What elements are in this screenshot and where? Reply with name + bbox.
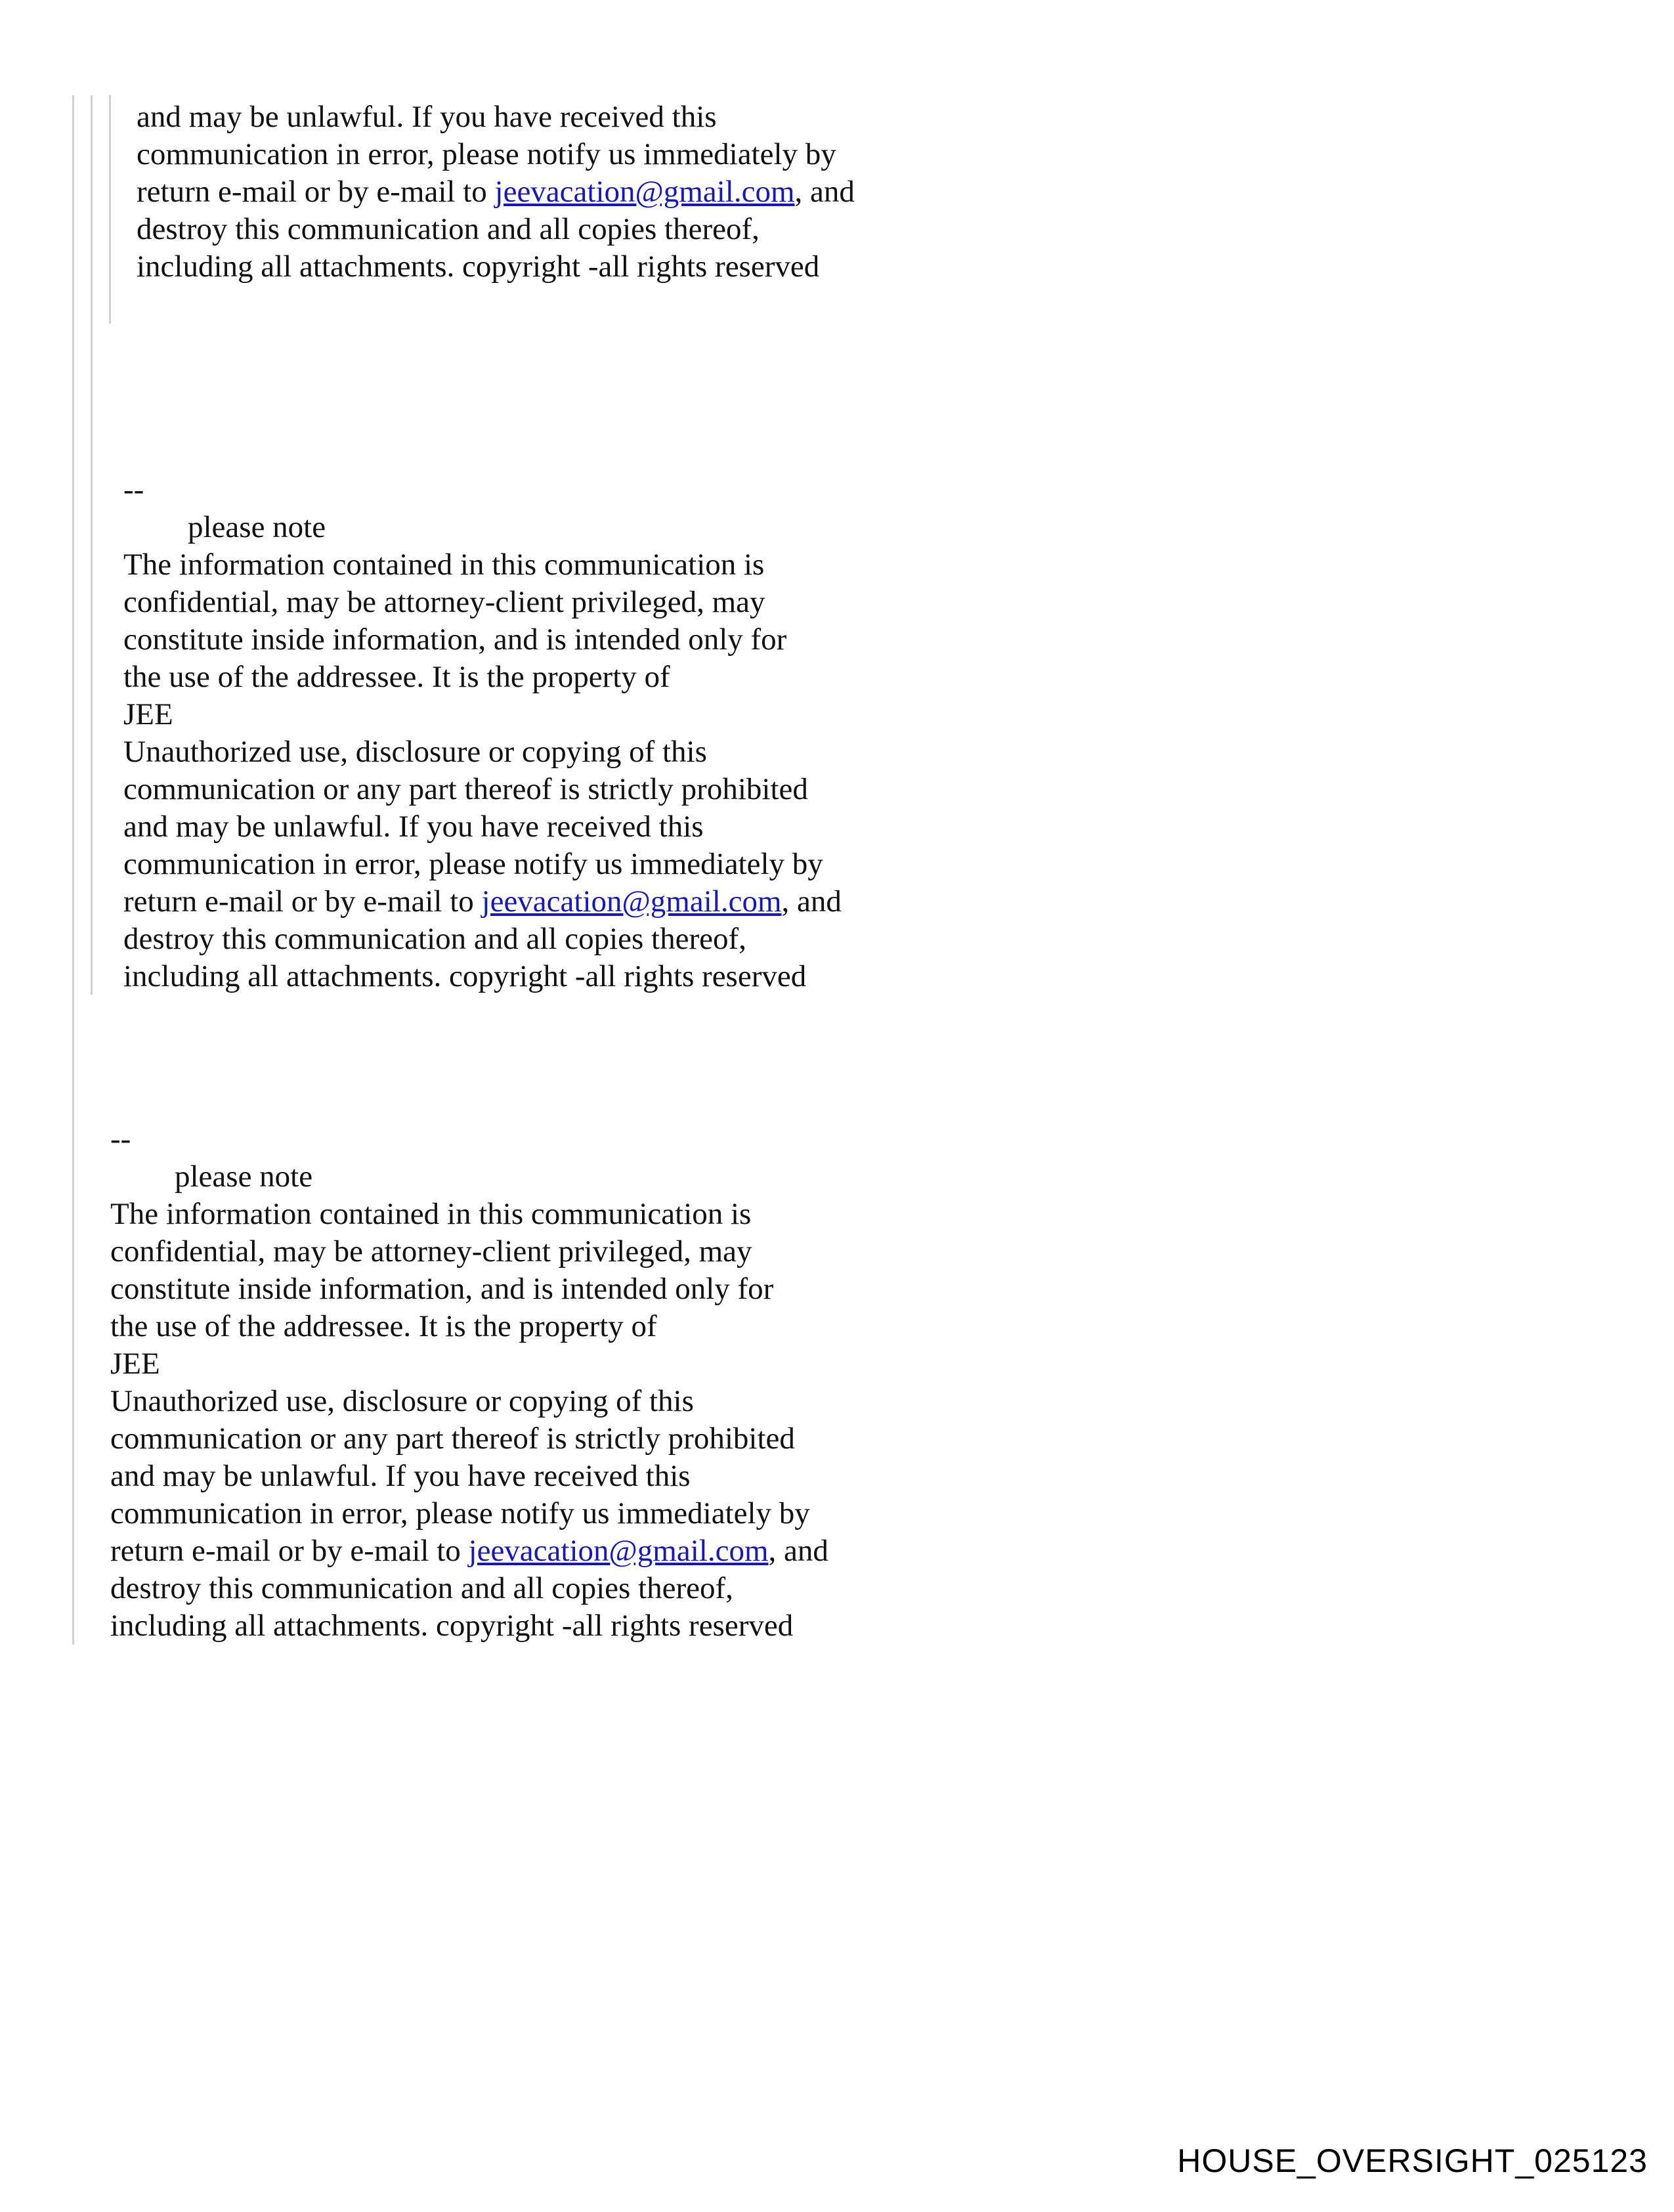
disclaimer-line: The information contained in this communication is (123, 548, 765, 582)
disclaimer-line: communication or any part thereof is strictly prohibited (110, 1421, 795, 1456)
disclaimer-line: the use of the addressee. It is the property of (110, 1309, 657, 1343)
email-prefix: return e-mail or by e-mail to (123, 884, 482, 919)
email-suffix: , and (768, 1534, 828, 1568)
disclaimer-email-line (137, 173, 855, 211)
disclaimer-line: JEE (123, 697, 173, 731)
disclaimer-line: and may be unlawful. If you have received this (110, 1459, 691, 1493)
disclaimer-line: and may be unlawful. If you have received this (137, 100, 717, 134)
disclaimer-line: destroy this communication and all copies thereof, (123, 922, 746, 956)
disclaimer-line: communication or any part thereof is strictly prohibited (123, 772, 808, 806)
disclaimer-line: Unauthorized use, disclosure or copying of this (123, 735, 707, 769)
email-suffix: , and (781, 884, 842, 919)
email-prefix: return e-mail or by e-mail to (137, 175, 495, 209)
disclaimer-line: destroy this communication and all copies thereof, (137, 212, 760, 246)
disclaimer-line: The information contained in this communication is (110, 1197, 752, 1231)
email-suffix: , and (794, 175, 855, 209)
signature-separator: -- (123, 473, 144, 507)
disclaimer-email-line (123, 883, 842, 921)
please-note-label: please note (175, 1160, 313, 1194)
disclaimer-line: constitute inside information, and is intended only for (110, 1272, 774, 1306)
quote-bar-middle (91, 95, 93, 995)
disclaimer-line: communication in error, please notify us immediately by (123, 847, 823, 881)
disclaimer-line: destroy this communication and all copies thereof, (110, 1571, 733, 1605)
disclaimer-line: confidential, may be attorney-client privileged, may (110, 1234, 752, 1269)
signature-block-2 (123, 471, 842, 995)
disclaimer-line: including all attachments. copyright -all rights reserved (110, 1609, 794, 1643)
signature-block-3 (110, 1121, 828, 1645)
disclaimer-line: confidential, may be attorney-client privileged, may (123, 585, 765, 619)
disclaimer-line: JEE (110, 1347, 160, 1381)
email-link[interactable]: jeevacation@gmail.com (494, 175, 795, 209)
please-note-label: please note (188, 510, 326, 544)
email-prefix: return e-mail or by e-mail to (110, 1534, 469, 1568)
disclaimer-line: constitute inside information, and is intended only for (123, 622, 787, 657)
disclaimer-line: communication in error, please notify us immediately by (137, 137, 836, 171)
disclaimer-fragment-1 (137, 98, 855, 286)
signature-separator: -- (110, 1122, 131, 1156)
disclaimer-line: the use of the addressee. It is the property of (123, 660, 670, 694)
bates-number: HOUSE_OVERSIGHT_025123 (1177, 2142, 1648, 2179)
disclaimer-line: including all attachments. copyright -all rights reserved (137, 249, 820, 284)
quote-bar-outer (72, 95, 74, 1645)
email-link[interactable]: jeevacation@gmail.com (468, 1534, 769, 1568)
disclaimer-line: Unauthorized use, disclosure or copying of this (110, 1384, 694, 1418)
disclaimer-line: including all attachments. copyright -all rights reserved (123, 959, 807, 993)
disclaimer-email-line (110, 1532, 828, 1570)
disclaimer-line: communication in error, please notify us immediately by (110, 1496, 810, 1530)
quote-bar-inner (109, 95, 111, 324)
email-link[interactable]: jeevacation@gmail.com (481, 884, 782, 919)
disclaimer-line: and may be unlawful. If you have received this (123, 810, 704, 844)
